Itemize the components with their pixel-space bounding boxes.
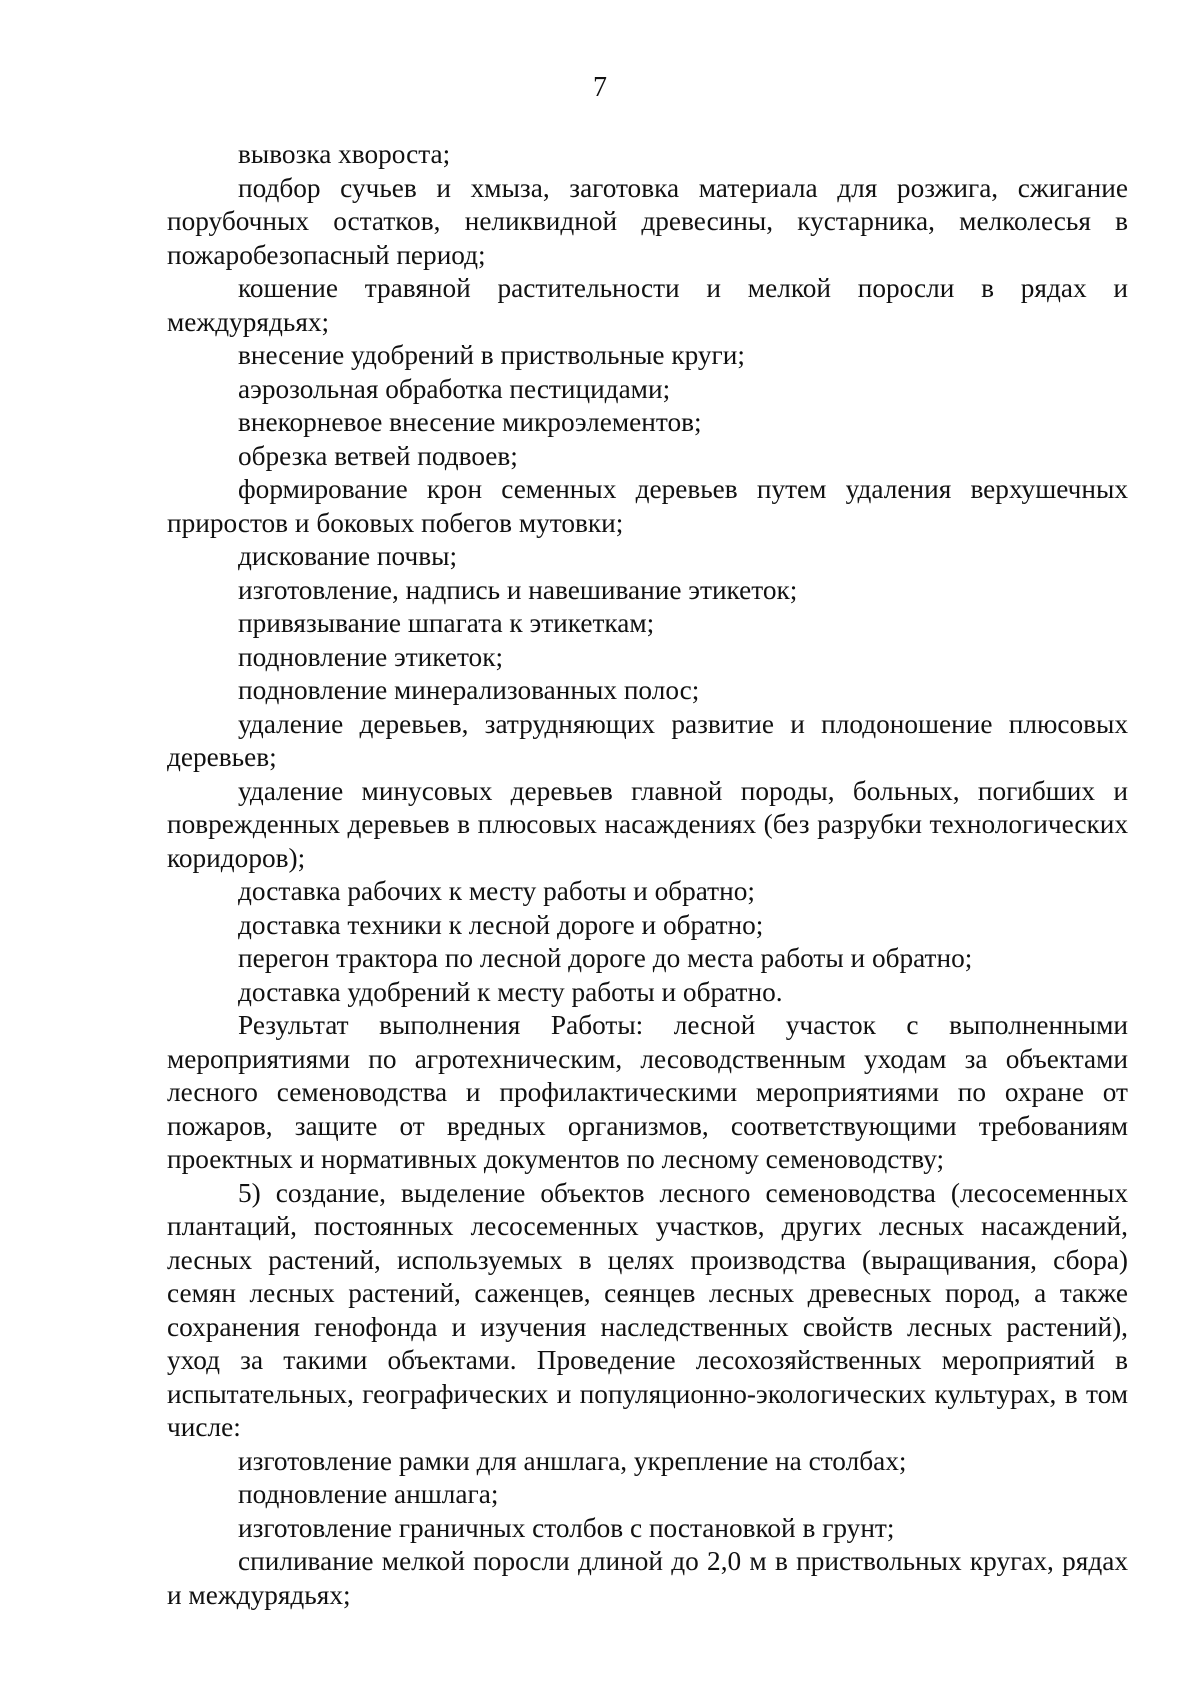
document-body [167, 138, 1128, 1612]
paragraph-tractor-transfer: перегон трактора по лесной дороге до места работы и обратно; [238, 943, 973, 973]
paragraph-soil-disking: дискование почвы; [238, 541, 458, 571]
paragraph-competing-tree-removal: удаление деревьев, затрудняющих развитие и плодоношение плюсовых деревьев; [167, 708, 1128, 772]
paragraph-label-making: изготовление, надпись и навешивание этикеток; [238, 574, 798, 605]
paragraph-equipment-transport: доставка техники к лесной дороге и обратно; [238, 909, 764, 940]
paragraph-item-5-creation: 5) создание, выделение объектов лесного семеноводства (лесосеменных плантаций, постоянных лесосеменных участков, других лесных насаждений, лесных растений, используемых в целях производства (выращивания, сбора) семян лесных растений, саженцев, сеянцев лесных древесных пород, а также сохранения генофонда и изучения наследственных свойств лесных растений), уход за такими объектами. Проведение лесохозяйственных мероприятий в испытательных, географических и популяционно-экологических культурах, в том числе: [167, 1177, 1128, 1442]
paragraph-rootstock-pruning: обрезка ветвей подвоев; [238, 440, 518, 471]
paragraph-label-renewal: подновление этикеток; [238, 641, 504, 672]
paragraph-sign-renewal: подновление аншлага; [238, 1479, 499, 1509]
paragraph-aerosol-pesticides: аэрозольная обработка пестицидами; [238, 373, 671, 404]
paragraph-branch-collection-burning: подбор сучьев и хмыза, заготовка материала для розжига, сжигание порубочных остатков, неликвидной древесины, кустарника, мелколесья в пожаробезопасный период; [167, 172, 1128, 270]
paragraph-sign-frame: изготовление рамки для аншлага, укрепление на столбах; [238, 1445, 907, 1476]
paragraph-minus-tree-removal: удаление минусовых деревьев главной породы, больных, погибших и поврежденных деревьев в плюсовых насаждениях (без разрубки технологических коридоров); [167, 775, 1128, 873]
paragraph-boundary-posts: изготовление граничных столбов с постановкой в грунт; [238, 1512, 895, 1543]
paragraph-foliar-microelements: внекорневое внесение микроэлементов; [238, 407, 702, 437]
paragraph-twine-tying: привязывание шпагата к этикеткам; [238, 608, 655, 638]
paragraph-crown-forming: формирование крон семенных деревьев путем удаления верхушечных приростов и боковых побегов мутовки; [167, 474, 1128, 538]
paragraph-fertilizer-application: внесение удобрений в приствольные круги; [238, 340, 745, 370]
paragraph-growth-sawing: спиливание мелкой поросли длиной до 2,0 м в приствольных кругах, рядах и междурядьях; [167, 1546, 1128, 1610]
paragraph-fertilizer-transport: доставка удобрений к месту работы и обратно. [238, 976, 783, 1007]
paragraph-worker-transport: доставка рабочих к месту работы и обратно; [238, 876, 755, 906]
paragraph-brushwood-removal: вывозка хвороста; [238, 139, 451, 169]
paragraph-grass-mowing: кошение травяной растительности и мелкой поросли в рядах и междурядьях; [167, 273, 1128, 337]
paragraph-work-result: Результат выполнения Работы: лесной участок с выполненными мероприятиями по агротехническим, лесоводственным уходам за объектами лесного семеноводства и профилактическими мероприятиями по охране от пожаров, защите от вредных организмов, соответствующими требованиям проектных и нормативных документов по лесному семеноводству; [167, 1010, 1128, 1174]
page-number: 7 [593, 72, 607, 103]
paragraph-firebreak-renewal: подновление минерализованных полос; [238, 675, 700, 705]
